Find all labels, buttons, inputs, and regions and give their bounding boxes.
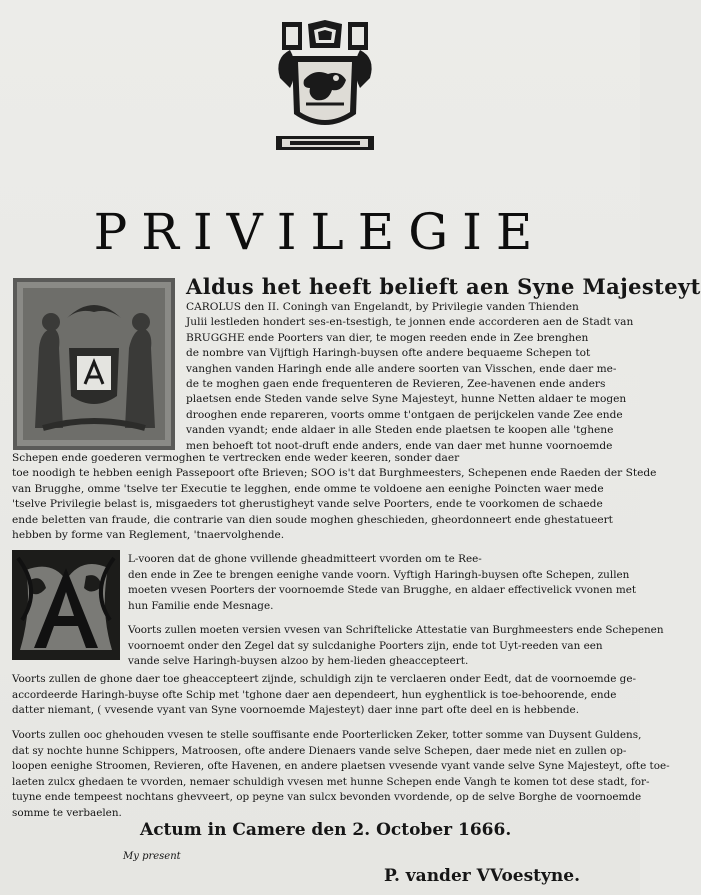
article-line: tuyne ende tempeest nochtans ghevveert, op peyne van sulcx bevonden vvordende, op de selve Borghe de voornoemde [12, 791, 642, 803]
article-line: accordeerde Haringh-buyse ofte Schip met 'tghone daer aen dependeert, hun eyghentlick is toe-behoorende, ende [12, 688, 617, 701]
body-line: van Brugghe, omme 'tselve ter Executie te legghen, ende omme te voldoene aen eenighe Poincten waer mede [12, 482, 604, 495]
body-line: Julii lestleden hondert ses-en-tsestigh, te jonnen ende accorderen aen de Stadt van [186, 316, 634, 329]
article-line: datter niemant, ( vvesende vyant van Syne voornoemde Majesteyt) daer inne part ofte deel en is hebbende. [12, 704, 579, 716]
ornamental-initial-a [12, 550, 120, 660]
article-1 [128, 552, 640, 614]
body-line: vanden vyandt; ende aldaer in alle Steden ende plaetsen te koopen alle 'tghene [186, 424, 614, 437]
article-line: dat sy nochte hunne Schippers, Matroosen, ofte andere Dienaers vande selve Schepen, daer mede niet en zullen op- [12, 744, 627, 757]
date-line: Actum in Camere den 2. October 1666. [140, 820, 512, 840]
article-line: L-vooren dat de ghone vvillende gheadmitteert vvorden om te Ree- [128, 553, 482, 565]
article-line: Voorts zullen ooc ghehouden vvesen te stelle souffisante ende Poorterlicken Zeker, totter somme van Duysent Guldens, [12, 729, 642, 741]
body-line: drooghen ende repareren, voorts omme t'ontgaen de perijckelen vande Zee ende [186, 408, 623, 421]
article-4 [12, 728, 670, 821]
witness-note: My present [123, 851, 181, 862]
body-text-lower [12, 451, 657, 543]
signature: P. vander VVoestyne. [384, 866, 581, 886]
decorative-engraving [13, 278, 175, 450]
article-line: somme te verbaelen. [12, 806, 122, 819]
document-title: PRIVILEGIE [93, 203, 547, 261]
article-line: laeten zulcx ghedaen te vvorden, nemaer schuldigh vvesen met hunne Schepen ende Vangh te komen tot dese stadt, for- [12, 775, 650, 788]
body-line: de nombre van Vijftigh Haringh-buysen ofte andere bequaeme Schepen tot [186, 347, 591, 360]
article-line: Voorts zullen de ghone daer toe gheaccepteert zijnde, schuldigh zijn te verclaeren onder Eedt, dat de voornoemde ge- [12, 673, 636, 685]
body-line: CAROLUS den II. Coningh van Engelandt, by Privilegie vanden Thienden [186, 301, 579, 313]
body-line: Schepen ende goederen vermoghen te vertrecken ende weder keeren, sonder daer [12, 452, 460, 464]
body-line: de te moghen gaen ende frequenteren de Revieren, Zee-havenen ende anders [186, 378, 606, 391]
royal-coat-of-arms-emblem [270, 18, 380, 158]
article-line: voornoemt onder den Zegel dat sy sulcdanighe Poorters zijn, ende tot Uyt-reeden van een [128, 639, 603, 652]
body-line: plaetsen ende Steden vande selve Syne Majesteyt, hunne Netten aldaer te mogen [186, 393, 627, 406]
article-line: Voorts zullen moeten versien vvesen van Schriftelicke Attestatie van Burghmeesters ende Schepenen [128, 624, 664, 636]
body-text-upper [186, 300, 636, 454]
article-line: moeten vvesen Poorters der voornoemde Stede van Brugghe, en aldaer effectivelick vvonen met [128, 584, 637, 596]
body-line: BRUGGHE ende Poorters van dier, te mogen reeden ende in Zee brenghen [186, 331, 589, 344]
body-line: men behoeft tot noot-druft ende anders, ende van daer met hunne voornoemde [186, 439, 613, 452]
body-line: toe noodigh te hebben eenigh Passepoort ofte Brieven; SOO is't dat Burghmeesters, Schepenen ende Raeden der Stede [12, 467, 657, 480]
article-line: den ende in Zee te brengen eenighe vande voorn. Vyftigh Haringh-buysen ofte Schepen, zullen [128, 568, 630, 581]
article-line: vande selve Haringh-buysen alzoo by hem-lieden gheaccepteert. [128, 655, 469, 667]
article-line: loopen eenighe Stroomen, Revieren, ofte Havenen, en andere plaetsen vvesende vyant vande selve Syne Majesteyt, ofte toe- [12, 760, 670, 772]
body-line: 'tselve Privilegie belast is, misgaeders tot gherustigheyt vande selve Poorters, ende te voorkomen de schaede [12, 498, 603, 511]
opening-statement: Aldus het heeft belieft aen Syne Majesteyt [186, 274, 701, 299]
body-line: hebben by forme van Reglement, 'tnaervolghende. [12, 529, 285, 542]
article-2 [128, 623, 664, 670]
body-line: ende beletten van fraude, die contrarie van dien soude moghen gheschieden, gheordonneert ende ghestatueert [12, 513, 613, 526]
body-line: vanghen vanden Haringh ende alle andere soorten van Visschen, ende daer me- [186, 362, 617, 375]
article-line: hun Familie ende Mesnage. [128, 599, 274, 612]
article-3 [12, 672, 636, 719]
